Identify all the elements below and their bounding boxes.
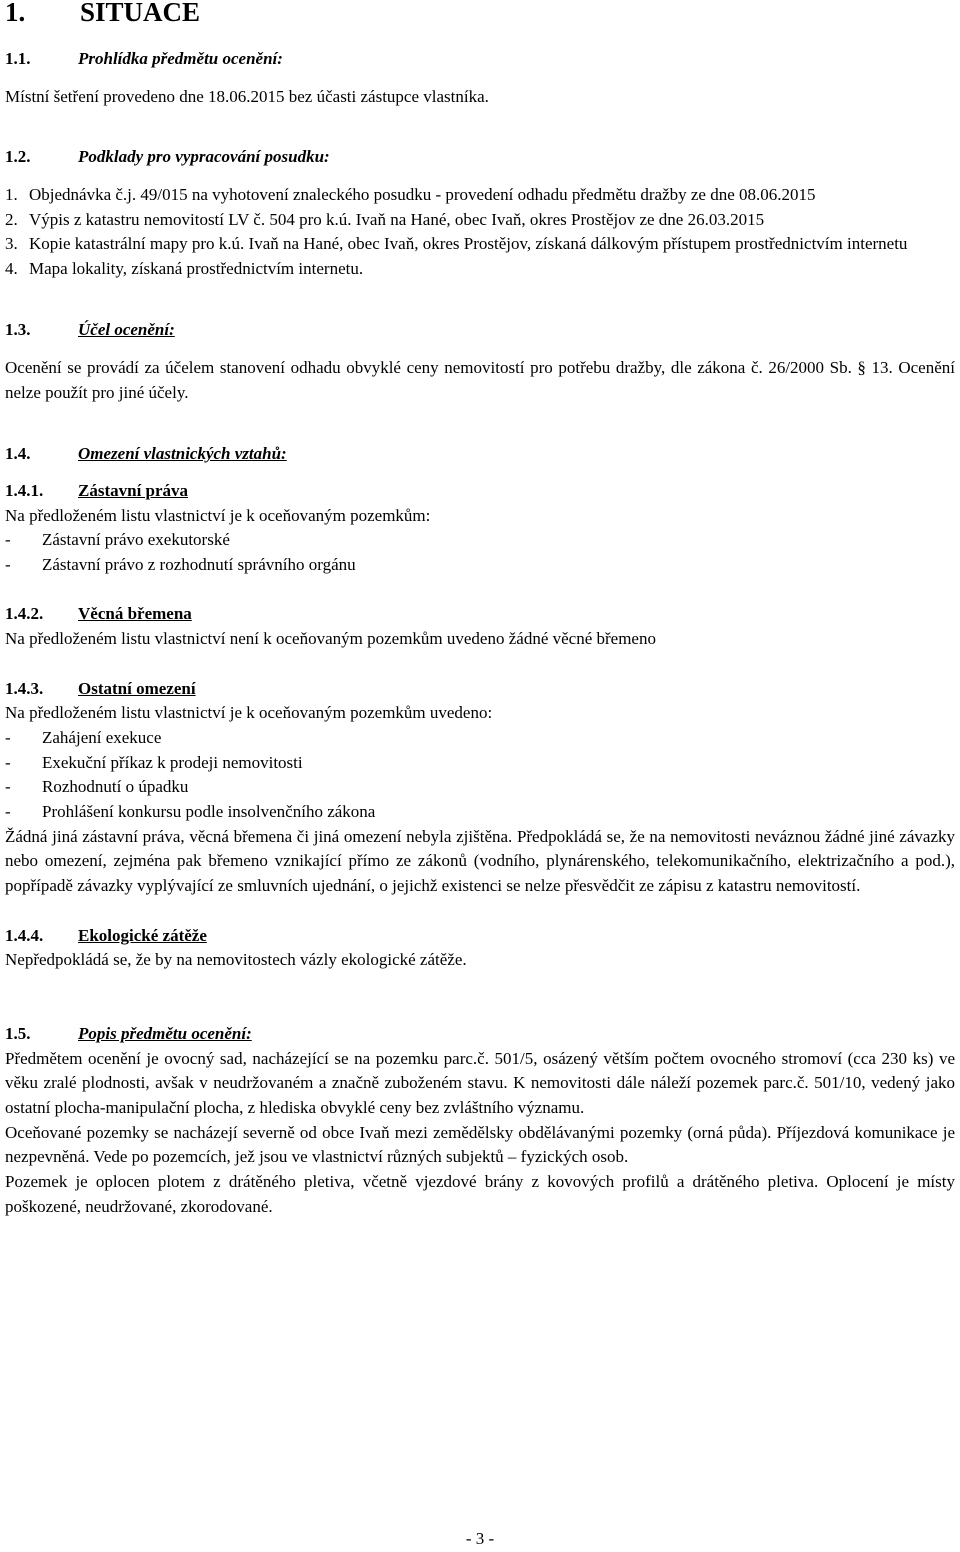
subsection-title: Účel ocenění:: [78, 320, 175, 340]
other-restrictions-note: Žádná jiná zástavní práva, věcná břemena či jiná omezení nebyla zjištěna. Předpokládá se, že na nemovitosti neváznou žádné jiné závazky nebo omezení, zejména pak břemeno vznikající přímo ze zákonů (vodního, plynárenského, telekomunikačního, elektrizačního a pod.), popřípadě závazky vyplývající ze smluvních ujednání, o jejichž existenci se nelze přesvědčit ze zápisu z katastru nemovitostí.: [5, 826, 955, 896]
list-item: [5, 257, 955, 282]
list-item-text: Zástavní právo exekutorské: [42, 530, 230, 550]
subsection-title: Podklady pro vypracování posudku:: [78, 147, 330, 167]
subsubsection-heading-1-4-1: [5, 479, 955, 504]
purpose-text: Ocenění se provádí za účelem stanovení odhadu obvyklé ceny nemovitostí pro potřebu dražby, dle zákona č. 26/2000 Sb. § 13. Ocenění nelze použít pro jiné účely.: [5, 357, 955, 402]
subsubsection-number: 1.4.2.: [5, 604, 44, 624]
subsection-number: 1.1.: [5, 49, 31, 68]
list-item: [5, 553, 955, 578]
ecological-text: Nepředpokládá se, že by na nemovitostech vázly ekologické zátěže.: [5, 950, 467, 970]
subsubsection-title: Věcná břemena: [78, 604, 192, 624]
subsection-title: Prohlídka předmětu ocenění:: [78, 49, 283, 68]
list-item: [5, 751, 955, 776]
list-item-text: Objednávka č.j. 49/015 na vyhotovení znaleckého posudku - provedení odhadu předmětu dražby ze dne 08.06.2015: [29, 185, 816, 205]
subsection-number: 1.2.: [5, 147, 31, 167]
subsubsection-number: 1.4.1.: [5, 480, 44, 500]
dash-bullet: -: [5, 530, 11, 550]
liens-list: [5, 528, 955, 577]
subsection-heading-1-4: [5, 442, 955, 467]
subsection-title: Popis předmětu ocenění:: [78, 1023, 252, 1043]
section-number: 1.: [5, 0, 26, 27]
sources-list: [5, 183, 955, 281]
list-item-number: 2.: [5, 209, 18, 229]
subsubsection-number: 1.4.4.: [5, 925, 44, 945]
dash-bullet: -: [5, 727, 11, 747]
list-item-number: 4.: [5, 258, 18, 278]
list-item-text: Zahájení exekuce: [42, 727, 162, 747]
dash-bullet: -: [5, 752, 11, 772]
list-item-text: Rozhodnutí o úpadku: [42, 777, 189, 797]
list-item: [5, 528, 955, 553]
list-item: [5, 183, 955, 208]
list-item-text: Výpis z katastru nemovitostí LV č. 504 pro k.ú. Ivaň na Hané, obec Ivaň, okres Prostějov ze dne 26.03.2015: [29, 209, 765, 229]
description-paragraph: Oceňované pozemky se nacházejí severně od obce Ivaň mezi zemědělsky obdělávanými pozemky (orná půda). Příjezdová komunikace je nezpevněná. Vede po pozemcích, jež jsou ve vlastnictví různých subjektů – fyzických osob.: [5, 1122, 955, 1167]
document-page: [5, 0, 955, 1220]
section-heading-1: [5, 0, 955, 28]
list-item: [5, 232, 955, 257]
dash-bullet: -: [5, 555, 11, 575]
list-item-number: 3.: [5, 234, 18, 254]
subsection-number: 1.3.: [5, 320, 31, 340]
list-item-text: Kopie katastrální mapy pro k.ú. Ivaň na Hané, obec Ivaň, okres Prostějov, získaná dálkovým přístupem prostřednictvím internetu: [29, 234, 908, 254]
liens-text: Na předloženém listu vlastnictví je k oceňovaným pozemkům:: [5, 505, 431, 525]
section-title: SITUACE: [80, 0, 201, 27]
dash-bullet: -: [5, 802, 11, 822]
subsection-heading-1-5: [5, 1022, 955, 1047]
list-item-text: Zástavní právo z rozhodnutí správního orgánu: [42, 555, 356, 575]
list-item-text: Prohlášení konkursu podle insolvenčního zákona: [42, 802, 376, 822]
list-item-text: Mapa lokality, získaná prostřednictvím internetu.: [29, 258, 364, 278]
subsubsection-title: Zástavní práva: [78, 480, 189, 500]
list-item-number: 1.: [5, 185, 18, 205]
inspection-text: Místní šetření provedeno dne 18.06.2015 bez účasti zástupce vlastníka.: [5, 86, 489, 106]
subsubsection-title: Ekologické zátěže: [78, 925, 207, 945]
page-number: - 3 -: [465, 1529, 495, 1548]
other-restrictions-list: [5, 726, 955, 825]
list-item: [5, 726, 955, 751]
subsection-number: 1.5.: [5, 1023, 31, 1043]
description-paragraph: Předmětem ocenění je ovocný sad, nacházející se na pozemku parc.č. 501/5, osázený větším počtem ovocného stromoví (cca 230 ks) ve věku zralé plodnosti, avšak v neudržovaném a značně zuboženém stavu. K nemovitosti dále náleží pozemek parc.č. 501/10, vedený jako ostatní plocha-manipulační plocha, z hlediska obvyklé ceny bez zvláštního významu.: [5, 1048, 955, 1118]
subsection-number: 1.4.: [5, 444, 31, 464]
easements-text: Na předloženém listu vlastnictví není k oceňovaným pozemkům uvedeno žádné věcné břemeno: [5, 629, 656, 649]
other-restrictions-text: Na předloženém listu vlastnictví je k oceňovaným pozemkům uvedeno:: [5, 703, 493, 723]
description-paragraph: Pozemek je oplocen plotem z drátěného pletiva, včetně vjezdové brány z kovových profilů a drátěného pletiva. Oplocení je místy poškozené, neudržované, zkorodované.: [5, 1172, 955, 1216]
subsection-title: Omezení vlastnických vztahů:: [78, 444, 287, 464]
subsection-heading-1-2: [5, 145, 955, 170]
dash-bullet: -: [5, 777, 11, 797]
subsubsection-heading-1-4-2: [5, 602, 955, 627]
subsubsection-title: Ostatní omezení: [78, 678, 196, 698]
list-item: [5, 775, 955, 800]
subsubsection-heading-1-4-4: [5, 924, 955, 949]
subsection-heading-1-1: [5, 47, 955, 72]
subsubsection-heading-1-4-3: [5, 677, 955, 702]
subsubsection-number: 1.4.3.: [5, 678, 44, 698]
list-item-text: Exekuční příkaz k prodeji nemovitosti: [42, 752, 303, 772]
subsection-heading-1-3: [5, 318, 955, 343]
list-item: [5, 800, 955, 825]
list-item: [5, 208, 955, 233]
